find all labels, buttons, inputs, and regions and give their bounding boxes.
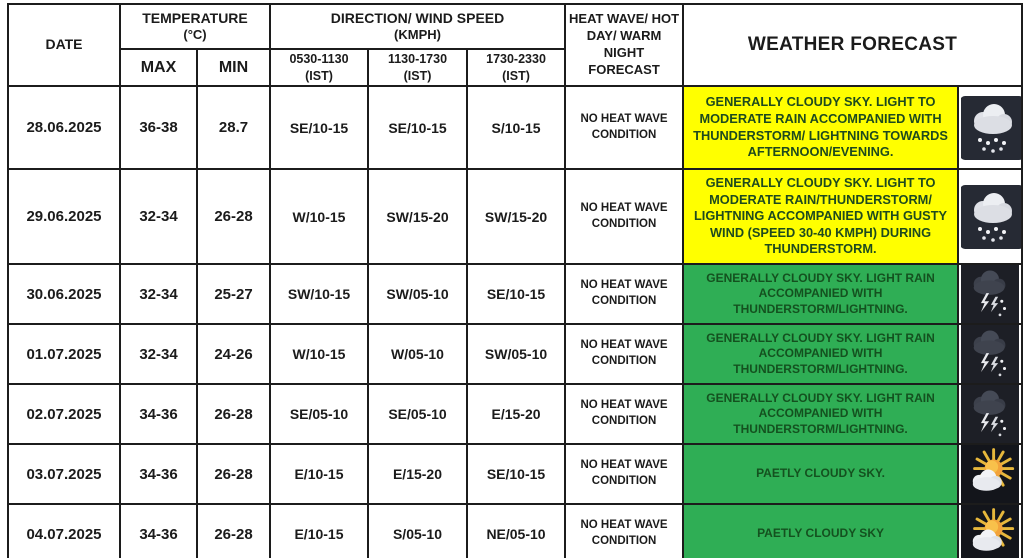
wind-slot-2-header [368, 49, 467, 86]
forecast-table-row [8, 264, 1022, 324]
date-cell: 03.07.2025 [8, 444, 120, 504]
min-temp-cell: 26-28 [197, 169, 270, 264]
wind-morning-cell: E/10-15 [270, 444, 368, 504]
wind-morning-cell: SE/05-10 [270, 384, 368, 444]
date-cell: 28.06.2025 [8, 86, 120, 169]
wind-afternoon-cell: S/05-10 [368, 504, 467, 558]
wind-evening-cell: SE/10-15 [467, 444, 565, 504]
temperature-column-header [120, 4, 270, 49]
heatwave-cell: NO HEAT WAVE CONDITION [565, 324, 683, 384]
heatwave-column-header: HEAT WAVE/ HOT DAY/ WARM NIGHT FORECAST [565, 4, 683, 86]
forecast-table-row [8, 384, 1022, 444]
min-temp-cell: 28.7 [197, 86, 270, 169]
weather-icon-cell [958, 86, 1022, 169]
weather-icon-cell [958, 324, 1022, 384]
wind-evening-cell: SW/05-10 [467, 324, 565, 384]
weather-forecast-cell: GENERALLY CLOUDY SKY. LIGHT RAIN ACCOMPANIED WITH THUNDERSTORM/LIGHTNING. [683, 384, 958, 444]
date-cell: 04.07.2025 [8, 504, 120, 558]
date-cell: 29.06.2025 [8, 169, 120, 264]
heatwave-cell: NO HEAT WAVE CONDITION [565, 264, 683, 324]
forecast-table-body [8, 86, 1022, 558]
wind-morning-cell: W/10-15 [270, 169, 368, 264]
wind-morning-cell: W/10-15 [270, 324, 368, 384]
heatwave-cell: NO HEAT WAVE CONDITION [565, 444, 683, 504]
wind-slot-3-time: 1730-2330 [486, 52, 546, 67]
weather-forecast-cell: GENERALLY CLOUDY SKY. LIGHT TO MODERATE RAIN ACCOMPANIED WITH THUNDERSTORM/ LIGHTNING TOWARDS AFTERNOON/EVENING. [683, 86, 958, 169]
heatwave-cell: NO HEAT WAVE CONDITION [565, 504, 683, 558]
date-column-header: DATE [8, 4, 120, 86]
date-cell: 02.07.2025 [8, 384, 120, 444]
weather-icon-cell [958, 384, 1022, 444]
forecast-table-row [8, 324, 1022, 384]
weather-icon-cell [958, 264, 1022, 324]
forecast-table-row [8, 444, 1022, 504]
min-temp-cell: 26-28 [197, 444, 270, 504]
max-temp-cell: 32-34 [120, 169, 197, 264]
wind-evening-cell: S/10-15 [467, 86, 565, 169]
wind-slot-1-zone: (IST) [305, 68, 333, 83]
weather-forecast-cell: PAETLY CLOUDY SKY. [683, 444, 958, 504]
forecast-table-row [8, 86, 1022, 169]
heatwave-cell: NO HEAT WAVE CONDITION [565, 86, 683, 169]
min-subheader: MIN [197, 49, 270, 86]
wind-slot-3-header [467, 49, 565, 86]
weather-forecast-cell: PAETLY CLOUDY SKY [683, 504, 958, 558]
wind-evening-cell: NE/05-10 [467, 504, 565, 558]
wind-morning-cell: E/10-15 [270, 504, 368, 558]
temperature-title: TEMPERATURE [142, 9, 248, 26]
wind-morning-cell: SW/10-15 [270, 264, 368, 324]
temperature-unit: (°C) [183, 27, 207, 43]
min-temp-cell: 26-28 [197, 504, 270, 558]
wind-slot-1-time: 0530-1130 [289, 52, 349, 67]
thunderstorm-icon [961, 265, 1019, 323]
wind-slot-2-zone: (IST) [403, 68, 432, 83]
weather-icon-cell [958, 504, 1022, 558]
max-temp-cell: 36-38 [120, 86, 197, 169]
max-subheader: MAX [120, 49, 197, 86]
thunderstorm-icon [961, 325, 1019, 383]
rain-cloud-icon [961, 185, 1022, 249]
rain-cloud-icon [961, 96, 1022, 160]
wind-evening-cell: E/15-20 [467, 384, 565, 444]
wind-afternoon-cell: SE/10-15 [368, 86, 467, 169]
sun-behind-cloud-icon [961, 445, 1019, 503]
max-temp-cell: 34-36 [120, 444, 197, 504]
wind-slot-2-time: 1130-1730 [387, 52, 448, 67]
wind-column-header [270, 4, 565, 49]
max-temp-cell: 34-36 [120, 504, 197, 558]
wind-title: DIRECTION/ WIND SPEED [330, 9, 505, 26]
wind-evening-cell: SE/10-15 [467, 264, 565, 324]
wind-morning-cell: SE/10-15 [270, 86, 368, 169]
max-temp-cell: 32-34 [120, 264, 197, 324]
thunderstorm-icon [961, 385, 1019, 443]
date-cell: 30.06.2025 [8, 264, 120, 324]
wind-afternoon-cell: E/15-20 [368, 444, 467, 504]
wind-afternoon-cell: SE/05-10 [368, 384, 467, 444]
weather-forecast-cell: GENERALLY CLOUDY SKY. LIGHT RAIN ACCOMPANIED WITH THUNDERSTORM/LIGHTNING. [683, 264, 958, 324]
date-cell: 01.07.2025 [8, 324, 120, 384]
min-temp-cell: 25-27 [197, 264, 270, 324]
heatwave-cell: NO HEAT WAVE CONDITION [565, 169, 683, 264]
max-temp-cell: 34-36 [120, 384, 197, 444]
heatwave-cell: NO HEAT WAVE CONDITION [565, 384, 683, 444]
wind-afternoon-cell: SW/05-10 [368, 264, 467, 324]
min-temp-cell: 24-26 [197, 324, 270, 384]
table-header [8, 4, 1022, 86]
max-temp-cell: 32-34 [120, 324, 197, 384]
weather-icon-cell [958, 169, 1022, 264]
forecast-table-row [8, 504, 1022, 558]
wind-unit: (KMPH) [394, 27, 441, 43]
wind-slot-3-zone: (IST) [502, 68, 530, 83]
sun-behind-cloud-icon [961, 505, 1019, 558]
weather-forecast-cell: GENERALLY CLOUDY SKY. LIGHT RAIN ACCOMPANIED WITH THUNDERSTORM/LIGHTNING. [683, 324, 958, 384]
weather-icon-cell [958, 444, 1022, 504]
forecast-table-row [8, 169, 1022, 264]
min-temp-cell: 26-28 [197, 384, 270, 444]
wind-afternoon-cell: SW/15-20 [368, 169, 467, 264]
weather-forecast-cell: GENERALLY CLOUDY SKY. LIGHT TO MODERATE RAIN/THUNDERSTORM/ LIGHTNING ACCOMPANIED WITH GUSTY WIND (SPEED 30-40 KMPH) DURING THUNDERSTORM. [683, 169, 958, 264]
weather-forecast-column-header: WEATHER FORECAST [683, 4, 1022, 86]
wind-slot-1-header [270, 49, 368, 86]
forecast-table [7, 3, 1023, 558]
wind-afternoon-cell: W/05-10 [368, 324, 467, 384]
wind-evening-cell: SW/15-20 [467, 169, 565, 264]
